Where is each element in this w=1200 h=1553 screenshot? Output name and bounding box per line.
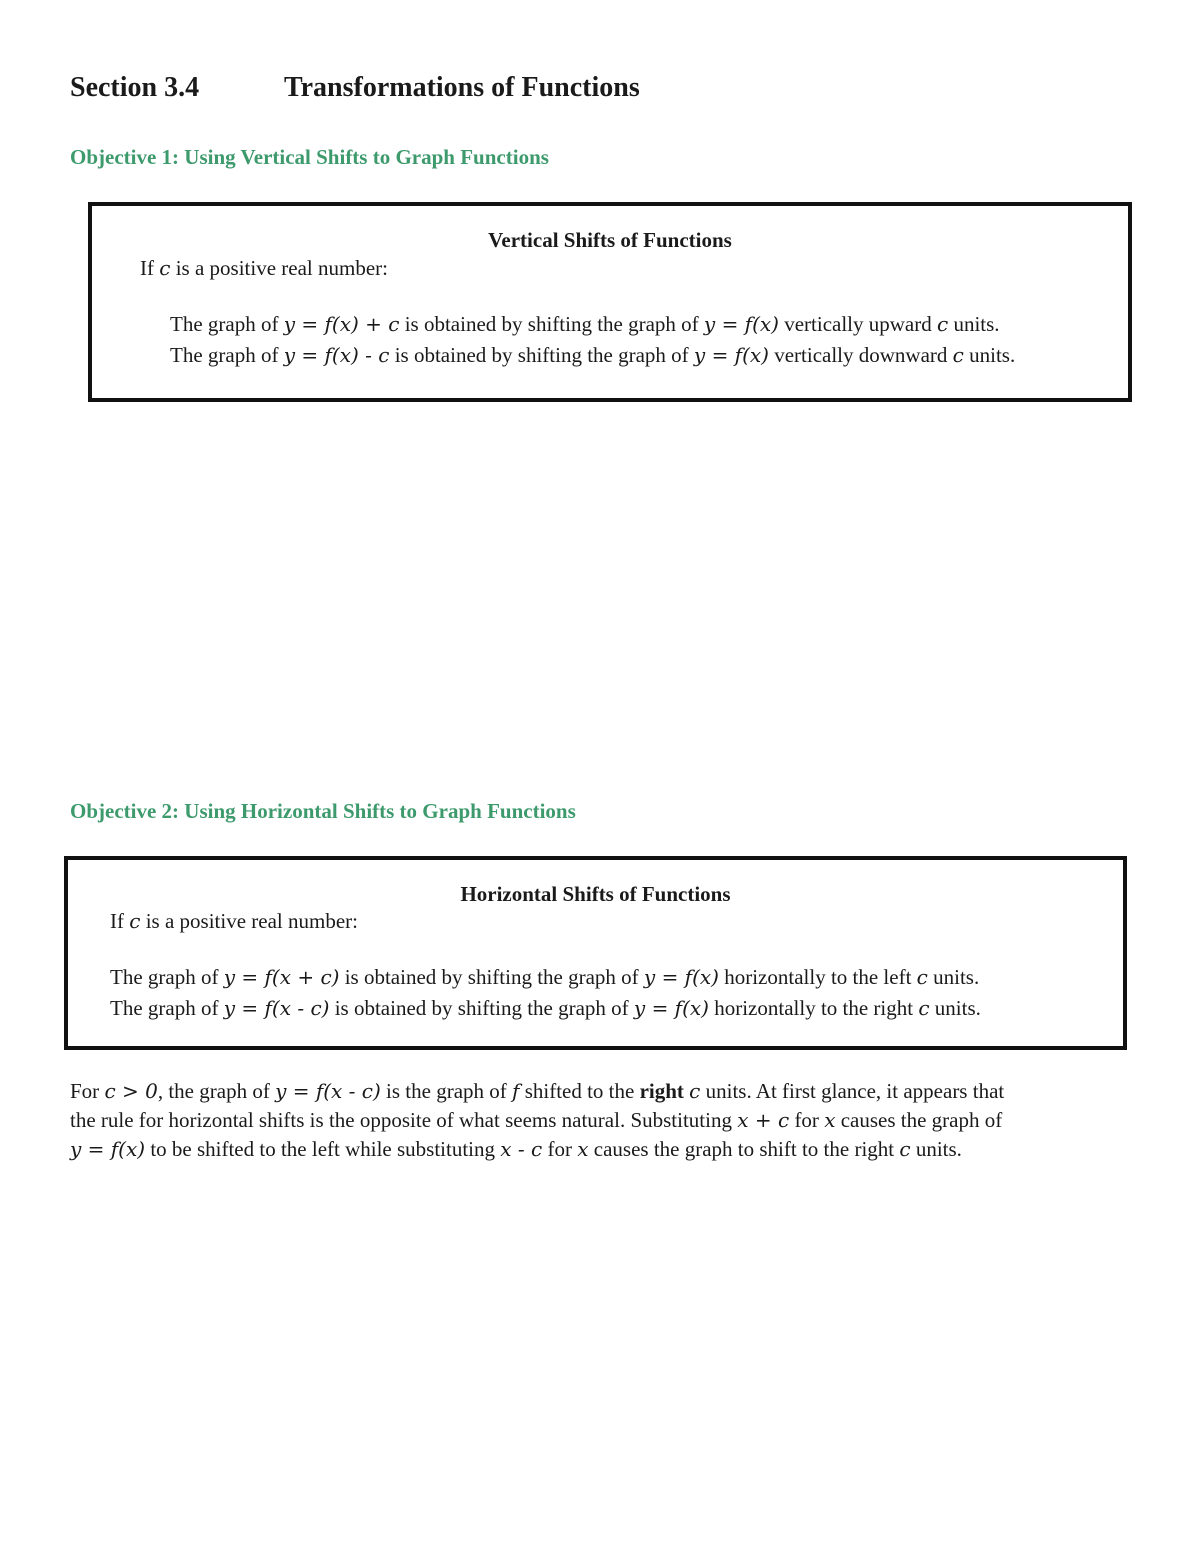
paragraph-line: y = f(x) to be shifted to the left while substituting x - c for x causes the graph to shift to the right c units.	[70, 1137, 962, 1161]
vertical-shifts-title: Vertical Shifts of Functions	[488, 228, 732, 252]
emphasis-right: right	[639, 1079, 684, 1103]
objective-1-label: Objective 1: Using Vertical Shifts to Graph Functions	[70, 145, 549, 169]
vertical-shift-up-rule: The graph of y = f(x) + c is obtained by shifting the graph of y = f(x) vertically upward c units.	[170, 312, 1000, 336]
var-c: c	[916, 965, 928, 989]
section-title: Transformations of Functions	[284, 72, 640, 103]
var-c: c	[952, 343, 964, 367]
horizontal-shift-explanation	[70, 1077, 1135, 1164]
horizontal-shifts-title: Horizontal Shifts of Functions	[460, 882, 731, 906]
equation: y = f(x) + c	[283, 312, 400, 336]
objective-2-label: Objective 2: Using Horizontal Shifts to Graph Functions	[70, 799, 576, 823]
horizontal-shifts-condition: If c is a positive real number:	[110, 909, 358, 933]
var-c: c	[918, 996, 930, 1020]
paragraph-line: For c > 0, the graph of y = f(x - c) is the graph of f shifted to the right c units. At first glance, it appears that	[70, 1079, 1005, 1103]
equation: y = f(x) - c	[283, 343, 390, 367]
equation: y = f(x - c)	[223, 996, 330, 1020]
horizontal-shift-left-rule: The graph of y = f(x + c) is obtained by shifting the graph of y = f(x) horizontally to the left c units.	[110, 965, 980, 989]
vertical-shift-down-rule: The graph of y = f(x) - c is obtained by shifting the graph of y = f(x) vertically downward c units.	[170, 343, 1016, 367]
var-c: c	[159, 256, 171, 280]
equation: y = f(x)	[643, 965, 719, 989]
equation: y = f(x)	[703, 312, 779, 336]
paragraph-line: the rule for horizontal shifts is the opposite of what seems natural. Substituting x + c for x causes the graph of	[70, 1108, 1003, 1132]
equation: y = f(x + c)	[223, 965, 340, 989]
vertical-shifts-condition: If c is a positive real number:	[140, 256, 388, 280]
vertical-shifts-box	[88, 202, 1132, 402]
horizontal-shift-right-rule: The graph of y = f(x - c) is obtained by shifting the graph of y = f(x) horizontally to the right c units.	[110, 996, 981, 1020]
horizontal-shifts-box	[64, 856, 1127, 1050]
var-c: c	[937, 312, 949, 336]
section-number: Section 3.4	[70, 72, 200, 103]
equation: y = f(x)	[633, 996, 709, 1020]
var-c: c	[129, 909, 141, 933]
equation: y = f(x)	[693, 343, 769, 367]
